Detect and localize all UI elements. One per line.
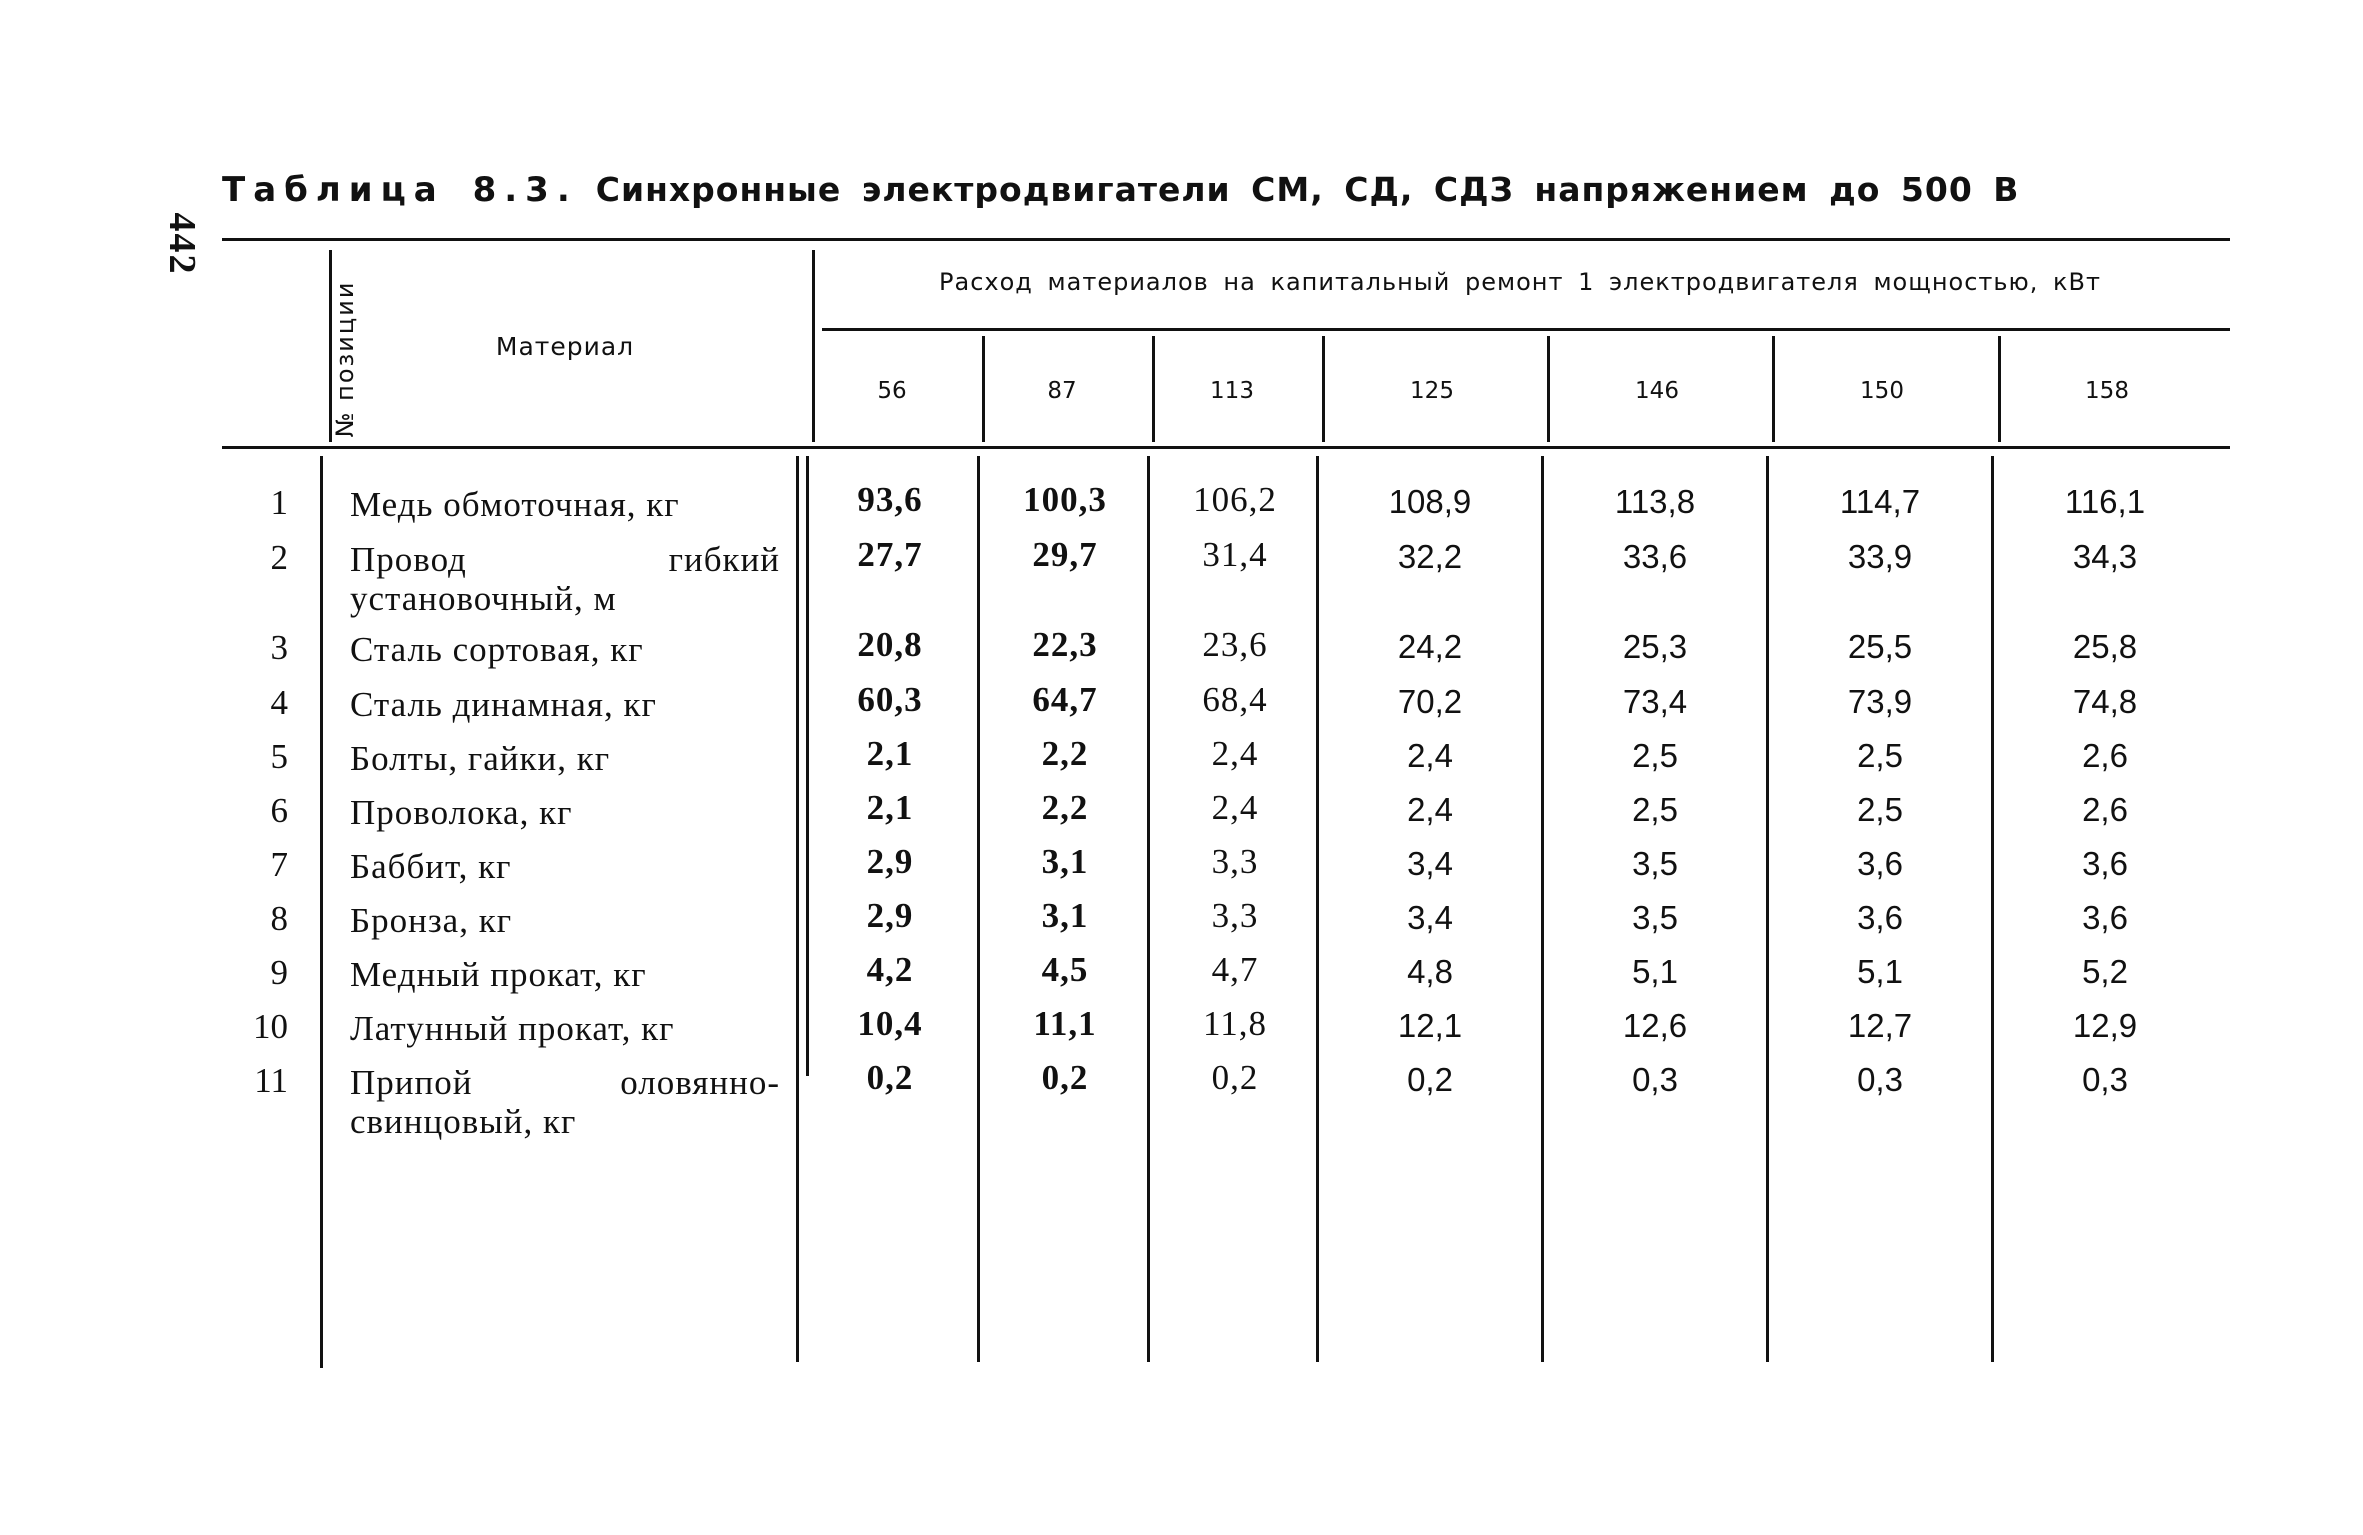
header-divider (812, 250, 815, 442)
row-value: 27,7 (857, 535, 923, 574)
row-value: 3,6 (2082, 845, 2128, 882)
row-material: Провод гибкий установочный, м (350, 540, 780, 618)
header-divider (1772, 336, 1775, 442)
row-number: 6 (270, 791, 288, 830)
row-material: Медь обмоточная, кг (350, 485, 680, 524)
row-value: 106,2 (1193, 480, 1277, 519)
row-number: 7 (270, 845, 288, 884)
body-divider (1316, 456, 1319, 1362)
header-divider (1998, 336, 2001, 442)
row-value: 3,6 (1857, 899, 1903, 936)
row-number: 8 (270, 899, 288, 938)
row-value: 25,8 (2072, 628, 2138, 665)
row-value: 25,3 (1622, 628, 1688, 665)
header-bottom-rule (222, 446, 2230, 449)
row-value: 108,9 (1388, 483, 1472, 520)
table-title-text: Синхронные электродвигатели СМ, СД, СДЗ напряжением до 500 В (595, 170, 2020, 209)
row-value: 0,3 (2082, 1061, 2128, 1098)
row-value: 0,2 (1211, 1058, 1259, 1097)
row-value: 0,2 (1407, 1061, 1453, 1098)
row-value: 2,2 (1041, 734, 1089, 773)
row-value: 2,9 (866, 842, 914, 881)
row-value: 2,4 (1407, 791, 1453, 828)
row-value: 34,3 (2072, 538, 2138, 575)
row-value: 12,9 (2072, 1007, 2138, 1044)
row-material: Сталь динамная, кг (350, 685, 657, 724)
row-material: Латунный прокат, кг (350, 1009, 675, 1048)
row-value: 12,6 (1622, 1007, 1688, 1044)
row-value: 100,3 (1023, 480, 1107, 519)
table-title-prefix: Таблица 8.3. (222, 170, 578, 210)
row-value: 114,7 (1839, 483, 1921, 520)
header-divider (982, 336, 985, 442)
row-value: 25,5 (1847, 628, 1913, 665)
row-value: 0,2 (1041, 1058, 1089, 1097)
row-value: 0,3 (1857, 1061, 1903, 1098)
row-value: 3,1 (1041, 842, 1089, 881)
column-header-power: 113 (1210, 378, 1254, 404)
row-value: 68,4 (1202, 680, 1268, 719)
body-divider (1766, 456, 1769, 1362)
body-divider (320, 456, 323, 1368)
row-value: 3,5 (1632, 845, 1678, 882)
row-number: 5 (270, 737, 288, 776)
row-value: 3,3 (1211, 842, 1259, 881)
row-material: Медный прокат, кг (350, 955, 647, 994)
row-number: 10 (253, 1007, 288, 1046)
row-value: 31,4 (1202, 535, 1268, 574)
row-value: 3,6 (1857, 845, 1903, 882)
row-material: Проволока, кг (350, 793, 573, 832)
row-value: 3,1 (1041, 896, 1089, 935)
row-material: Баббит, кг (350, 847, 512, 886)
row-value: 3,6 (2082, 899, 2128, 936)
row-material: Сталь сортовая, кг (350, 630, 644, 669)
body-divider (806, 456, 809, 1076)
header-divider (1322, 336, 1325, 442)
row-value: 20,8 (857, 625, 923, 664)
row-value: 2,5 (1632, 737, 1678, 774)
row-value: 4,5 (1041, 950, 1089, 989)
column-header-material: Материал (495, 332, 635, 361)
row-value: 2,9 (866, 896, 914, 935)
row-value: 10,4 (857, 1004, 923, 1043)
group-header-rule (822, 328, 2230, 331)
row-value: 3,5 (1632, 899, 1678, 936)
header-divider (1152, 336, 1155, 442)
row-value: 2,4 (1211, 734, 1259, 773)
row-value: 113,8 (1614, 483, 1696, 520)
row-value: 3,4 (1407, 899, 1453, 936)
row-number: 1 (270, 483, 288, 522)
row-number: 2 (270, 538, 288, 577)
row-value: 2,4 (1211, 788, 1259, 827)
row-number: 4 (270, 683, 288, 722)
row-number: 3 (270, 628, 288, 667)
row-value: 4,7 (1211, 950, 1259, 989)
row-number: 11 (254, 1061, 288, 1100)
row-value: 3,4 (1407, 845, 1453, 882)
row-value: 32,2 (1397, 538, 1463, 575)
row-material: Бронза, кг (350, 901, 513, 940)
row-value: 70,2 (1397, 683, 1463, 720)
column-header-power: 56 (877, 378, 907, 404)
row-value: 2,5 (1857, 737, 1903, 774)
row-value: 2,6 (2082, 791, 2128, 828)
row-value: 73,9 (1847, 683, 1913, 720)
row-value: 4,2 (866, 950, 914, 989)
row-number: 9 (270, 953, 288, 992)
row-value: 11,8 (1203, 1004, 1267, 1043)
column-header-position: № позиции (331, 280, 359, 438)
body-divider (796, 456, 799, 1362)
row-value: 2,5 (1632, 791, 1678, 828)
row-value: 24,2 (1397, 628, 1463, 665)
column-header-power: 158 (2085, 378, 2129, 404)
row-value: 73,4 (1622, 683, 1688, 720)
column-header-power: 146 (1635, 378, 1679, 404)
row-value: 2,1 (866, 788, 914, 827)
row-value: 2,5 (1857, 791, 1903, 828)
column-header-power: 125 (1410, 378, 1454, 404)
row-value: 0,3 (1632, 1061, 1678, 1098)
row-value: 22,3 (1032, 625, 1098, 664)
row-value: 2,6 (2082, 737, 2128, 774)
table-title (222, 168, 2019, 210)
row-value: 23,6 (1202, 625, 1268, 664)
row-value: 116,1 (2064, 483, 2146, 520)
row-value: 74,8 (2072, 683, 2138, 720)
row-value: 3,3 (1211, 896, 1259, 935)
row-material: Болты, гайки, кг (350, 739, 611, 778)
row-value: 64,7 (1032, 680, 1098, 719)
row-value: 2,2 (1041, 788, 1089, 827)
row-value: 11,1 (1033, 1004, 1097, 1043)
row-value: 2,4 (1407, 737, 1453, 774)
row-value: 60,3 (857, 680, 923, 719)
body-divider (1147, 456, 1150, 1362)
row-value: 0,2 (866, 1058, 914, 1097)
table-top-rule (222, 238, 2230, 241)
body-divider (977, 456, 980, 1362)
header-divider (1547, 336, 1550, 442)
row-value: 5,1 (1857, 953, 1903, 990)
page-number: 442 (161, 212, 203, 276)
column-header-power: 150 (1860, 378, 1904, 404)
row-value: 12,1 (1397, 1007, 1463, 1044)
row-value: 33,9 (1847, 538, 1913, 575)
column-header-power: 87 (1047, 378, 1077, 404)
row-value: 5,1 (1632, 953, 1678, 990)
row-value: 29,7 (1032, 535, 1098, 574)
row-value: 93,6 (857, 480, 923, 519)
body-divider (1991, 456, 1994, 1362)
row-value: 5,2 (2082, 953, 2128, 990)
row-value: 12,7 (1847, 1007, 1913, 1044)
column-group-header: Расход материалов на капитальный ремонт 1 электродвигателя мощностью, кВт (939, 268, 2101, 296)
body-divider (1541, 456, 1544, 1362)
row-value: 4,8 (1407, 953, 1453, 990)
row-value: 33,6 (1622, 538, 1688, 575)
row-material: Припой оловянно-свинцовый, кг (350, 1063, 780, 1141)
row-value: 2,1 (866, 734, 914, 773)
